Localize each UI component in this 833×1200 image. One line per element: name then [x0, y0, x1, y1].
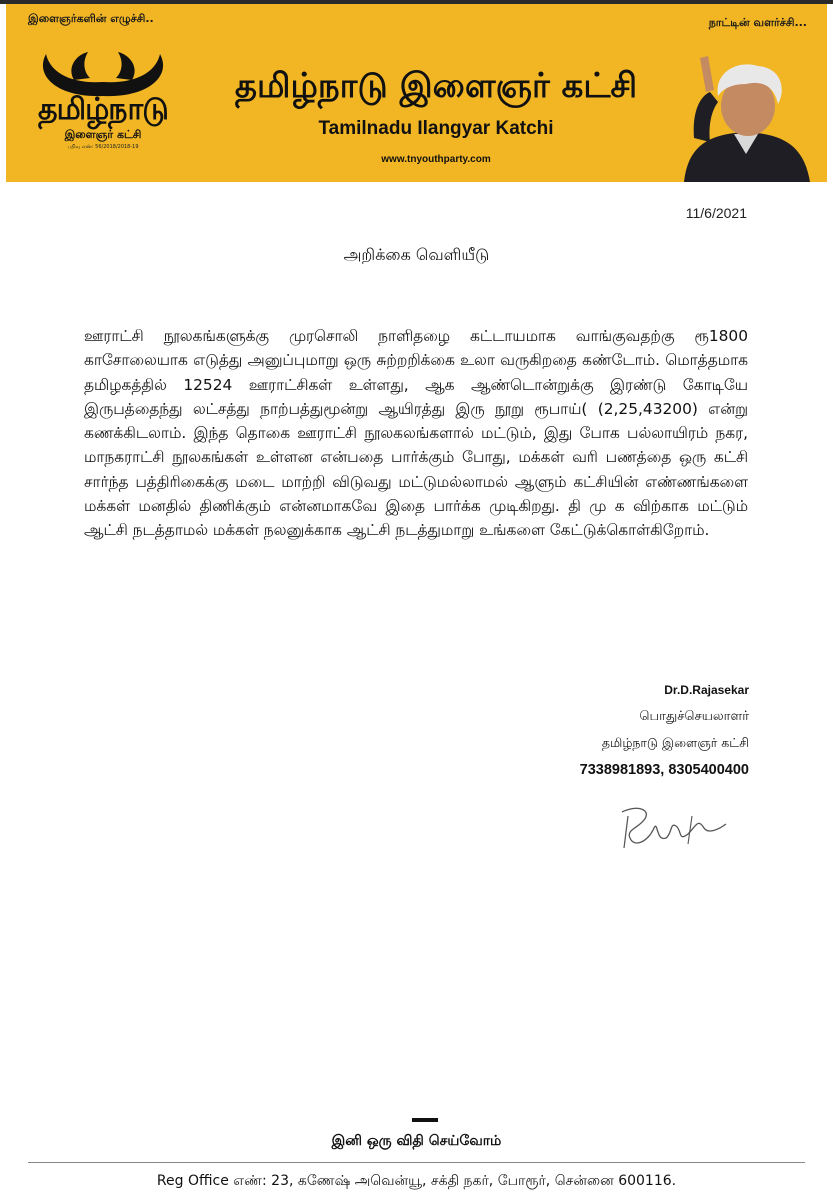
tagline-right: நாட்டின் வளர்ச்சி...: [708, 16, 807, 29]
letter-heading: அறிக்கை வெளியீடு: [343, 245, 490, 264]
party-title-english: Tamilnadu Ilangyar Katchi: [318, 118, 554, 139]
website-url: www.tnyouthparty.com: [381, 154, 491, 165]
letterhead: [6, 4, 827, 182]
logo-wordmark: தமிழ்நாடு: [38, 92, 168, 127]
signatory-party: தமிழ்நாடு இளைஞர் கட்சி: [601, 735, 749, 750]
logo-registration: பதிவு எண்: 56/2018/2018-19: [67, 144, 139, 150]
party-title-tamil: தமிழ்நாடு இளைஞர் கட்சி: [234, 66, 638, 106]
handwritten-signature: [608, 798, 748, 860]
signatory-name: Dr.D.Rajasekar: [664, 683, 749, 697]
footer-slogan: இனி ஒரு விதி செய்வோம்: [331, 1133, 502, 1149]
party-logo: [28, 46, 178, 156]
letter-date: 11/6/2021: [685, 205, 747, 221]
signatory-phone: 7338981893, 8305400400: [579, 762, 749, 778]
logo-subtext: இளைஞர் கட்சி: [64, 128, 142, 141]
leader-portrait-icon: [678, 42, 814, 182]
tagline-left: இளைஞர்களின் எழுச்சி..: [28, 12, 154, 25]
signatory-role: பொதுச்செயலாளர்: [639, 709, 749, 724]
footer-mark: [412, 1118, 438, 1122]
letter-body: ஊராட்சி நூலகங்களுக்கு முரசொலி நாளிதழை கட்டாயமாக வாங்குவதற்கு ரூ1800 காசோலையாக எடுத்து அனுப்புமாறு ஒரு சுற்றறிக்கை உலா வருகிறதை கண்டோம். மொத்தமாக தமிழகத்தில் 12524 ஊராட்சிகள் உள்ளது, ஆக ஆண்டொன்றுக்கு இரண்டு கோடியே இருபத்தைந்து லட்சத்து நாற்பத்துமூன்று ஆயிரத்து இரு நூறு ரூபாய்( (2,25,43200) என்று கணக்கிடலாம். இந்த தொகை ஊராட்சி நூலகலங்களால் மட்டும், இது போக பல்லாயிரம் நகர, மாநகராட்சி நூலகங்கள் உள்ளன என்பதை பார்க்கும் போது, மக்கள் வரி பணத்தை ஒரு கட்சி சார்ந்த பத்திரிகைக்கு மடை மாற்றி விடுவது மட்டுமல்லாமல் ஆளும் கட்சியின் எண்ணங்களை மக்கள் மனதில் திணிக்கும் என்னமாகவே இதை பார்க்க முடிகிறது. தி மு க விற்காக மட்டும் ஆட்சி நடத்தாமல் மக்கள் நலனுக்காக ஆட்சி நடத்துமாறு உங்களை கேட்டுக்கொள்கிறோம்.: [84, 327, 748, 540]
footer-divider: [28, 1162, 805, 1163]
registered-office-address: Reg Office எண்: 23, கணேஷ் அவென்யூ, சக்தி நகர், போரூர், சென்னை 600116.: [156, 1173, 677, 1189]
